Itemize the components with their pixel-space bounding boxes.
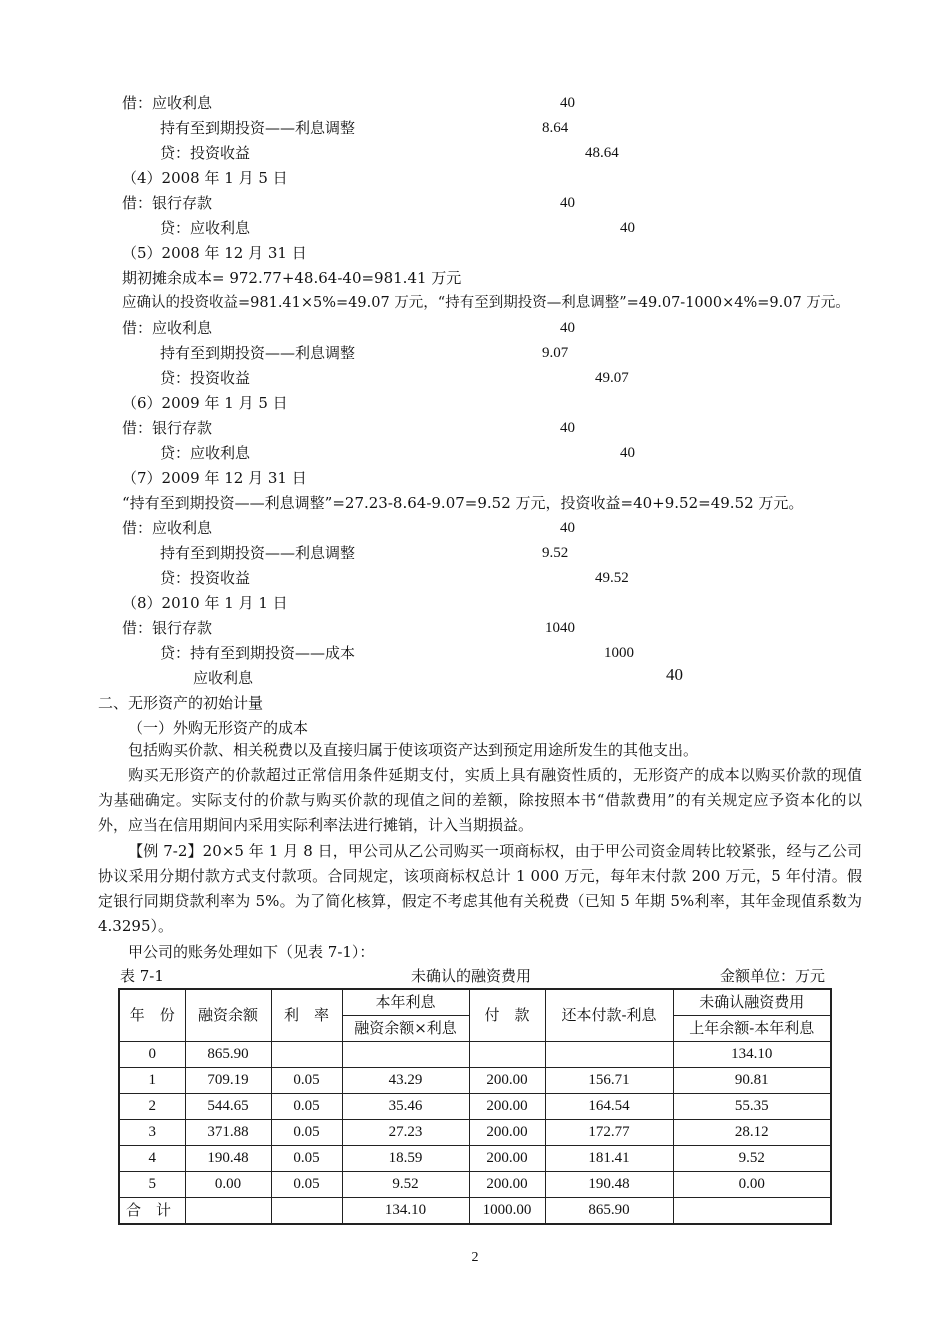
table-cell [271,1198,342,1225]
cell-unrecognized: 90.81 [673,1068,831,1094]
paragraph-text: 甲公司的账务处理如下（见表 7-1）： [128,943,375,961]
entry-debit-amount: 40 [560,195,575,211]
cell-payment [469,1042,545,1068]
table-title: 未确认的融资费用 [411,967,532,985]
entry-credit-label: 贷：投资收益 [160,569,251,587]
step-heading: （6）2009 年 1 月 5 日 [122,394,288,412]
cell-balance: 709.19 [185,1068,271,1094]
paragraph [98,839,862,939]
step-heading: （4）2008 年 1 月 5 日 [122,169,288,187]
entry-debit-amount: 9.07 [542,345,569,361]
cell-principal: 181.41 [545,1146,673,1172]
entry-credit-amount: 48.64 [585,145,619,161]
total-label: 合 计 [119,1198,185,1225]
calculation-line: 应确认的投资收益=981.41×5%=49.07 万元，“持有至到期投资—利息调整”=49.07-1000×4%=9.07 万元。 [122,295,850,311]
step-heading: （7）2009 年 12 月 31 日 [122,469,307,487]
cell-balance: 544.65 [185,1094,271,1120]
cell-year: 3 [119,1120,185,1146]
header-rate: 利 率 [271,989,342,1042]
step-heading: （5）2008 年 12 月 31 日 [122,244,307,262]
table-unit: 金额单位：万元 [720,967,826,985]
entry-debit-label: 借：应收利息 [122,94,213,112]
total-payment: 1000.00 [469,1198,545,1225]
entry-credit-label: 贷：持有至到期投资——成本 [160,644,356,662]
header-balance: 融资余额 [185,989,271,1042]
entry-debit-label: 持有至到期投资——利息调整 [160,119,356,137]
entry-debit-amount: 40 [560,420,575,436]
table-row [119,1094,831,1120]
calculation-line: “持有至到期投资——利息调整”=27.23-8.64-9.07=9.52 万元，投资收益=40+9.52=49.52 万元。 [122,494,804,512]
page-number: 2 [471,1250,479,1265]
cell-interest [342,1042,469,1068]
cell-rate: 0.05 [271,1094,342,1120]
paragraph [98,940,862,965]
table-row [119,1146,831,1172]
calculation-line: 期初摊余成本= 972.77+48.64-40=981.41 万元 [122,269,462,287]
cell-interest: 35.46 [342,1094,469,1120]
step-heading: （8）2010 年 1 月 1 日 [122,594,288,612]
header-year: 年 份 [119,989,185,1042]
cell-year: 1 [119,1068,185,1094]
entry-credit-amount: 40 [620,445,635,461]
entry-debit-amount: 40 [560,520,575,536]
cell-rate: 0.05 [271,1172,342,1198]
header-payment: 付 款 [469,989,545,1042]
header-interest: 本年利息 [342,989,469,1016]
cell-payment: 200.00 [469,1094,545,1120]
cell-balance: 190.48 [185,1146,271,1172]
entry-credit-amount: 40 [620,220,635,236]
paragraph-text: 包括购买价款、相关税费以及直接归属于使该项资产达到预定用途所发生的其他支出。 [128,741,699,759]
total-principal: 865.90 [545,1198,673,1225]
cell-interest: 27.23 [342,1120,469,1146]
entry-debit-label: 借：应收利息 [122,519,213,537]
cell-unrecognized: 28.12 [673,1120,831,1146]
cell-principal: 190.48 [545,1172,673,1198]
cell-balance: 865.90 [185,1042,271,1068]
subsection-heading: （一）外购无形资产的成本 [128,719,309,737]
entry-debit-amount: 8.64 [542,120,569,136]
cell-rate: 0.05 [271,1068,342,1094]
entry-debit-label: 借：应收利息 [122,319,213,337]
header-principal: 还本付款-利息 [545,989,673,1042]
cell-payment: 200.00 [469,1146,545,1172]
table-row [119,1120,831,1146]
cell-principal: 156.71 [545,1068,673,1094]
cell-balance: 371.88 [185,1120,271,1146]
table-label: 表 7-1 [120,967,164,985]
table-total-row [119,1198,831,1225]
table-row [119,1068,831,1094]
table-row [119,1172,831,1198]
entry-debit-label: 持有至到期投资——利息调整 [160,544,356,562]
cell-payment: 200.00 [469,1120,545,1146]
header-interest-formula: 融资余额×利息 [342,1016,469,1042]
paragraph-text: 【例 7-2】20×5 年 1 月 8 日，甲公司从乙公司购买一项商标权，由于甲公司资金周转比较紧张，经与乙公司协议采用分期付款方式支付款项。合同规定，该项商标权总计 1 000 万元，每年末付款 200 万元，5 年付清。假定银行同期贷款利率为 5%。为了简化核算，假定不考虑其他有关税费（已知 5 年期 5%利率，其年金现值系数为 4.3295）。 [98,842,862,935]
entry-credit-label: 应收利息 [193,669,254,687]
entry-debit-amount: 9.52 [542,545,569,561]
entry-debit-label: 借：银行存款 [122,194,213,212]
entry-debit-label: 借：银行存款 [122,419,213,437]
section-heading: 二、无形资产的初始计量 [98,694,264,712]
entry-debit-label: 借：银行存款 [122,619,213,637]
cell-balance: 0.00 [185,1172,271,1198]
cell-principal [545,1042,673,1068]
cell-unrecognized: 134.10 [673,1042,831,1068]
entry-credit-amount: 40 [666,665,683,684]
entry-credit-amount: 49.52 [595,570,629,586]
entry-credit-label: 贷：投资收益 [160,369,251,387]
table-cell [673,1198,831,1225]
cell-unrecognized: 55.35 [673,1094,831,1120]
entry-debit-amount: 40 [560,320,575,336]
paragraph [98,738,862,763]
entry-credit-amount: 1000 [604,645,634,661]
paragraph [98,763,862,838]
cell-year: 0 [119,1042,185,1068]
entry-debit-label: 持有至到期投资——利息调整 [160,344,356,362]
header-unrecognized-formula: 上年余额-本年利息 [673,1016,831,1042]
entry-credit-amount: 49.07 [595,370,629,386]
entry-credit-label: 贷：投资收益 [160,144,251,162]
cell-year: 2 [119,1094,185,1120]
cell-payment: 200.00 [469,1172,545,1198]
entry-debit-amount: 1040 [545,620,575,636]
cell-interest: 43.29 [342,1068,469,1094]
table-row [119,1042,831,1068]
cell-unrecognized: 0.00 [673,1172,831,1198]
cell-payment: 200.00 [469,1068,545,1094]
total-interest: 134.10 [342,1198,469,1225]
cell-year: 5 [119,1172,185,1198]
entry-credit-label: 贷：应收利息 [160,219,251,237]
cell-rate [271,1042,342,1068]
cell-interest: 9.52 [342,1172,469,1198]
cell-rate: 0.05 [271,1120,342,1146]
cell-unrecognized: 9.52 [673,1146,831,1172]
entry-debit-amount: 40 [560,95,575,111]
header-unrecognized: 未确认融资费用 [673,989,831,1016]
cell-interest: 18.59 [342,1146,469,1172]
cell-year: 4 [119,1146,185,1172]
cell-principal: 172.77 [545,1120,673,1146]
cell-rate: 0.05 [271,1146,342,1172]
table-cell [185,1198,271,1225]
entry-credit-label: 贷：应收利息 [160,444,251,462]
paragraph-text: 购买无形资产的价款超过正常信用条件延期支付，实质上具有融资性质的，无形资产的成本以购买价款的现值为基础确定。实际支付的价款与购买价款的现值之间的差额，除按照本书“借款费用”的有关规定应予资本化的以外，应当在信用期间内采用实际利率法进行摊销，计入当期损益。 [98,766,862,834]
cell-principal: 164.54 [545,1094,673,1120]
financing-table [118,988,832,1225]
